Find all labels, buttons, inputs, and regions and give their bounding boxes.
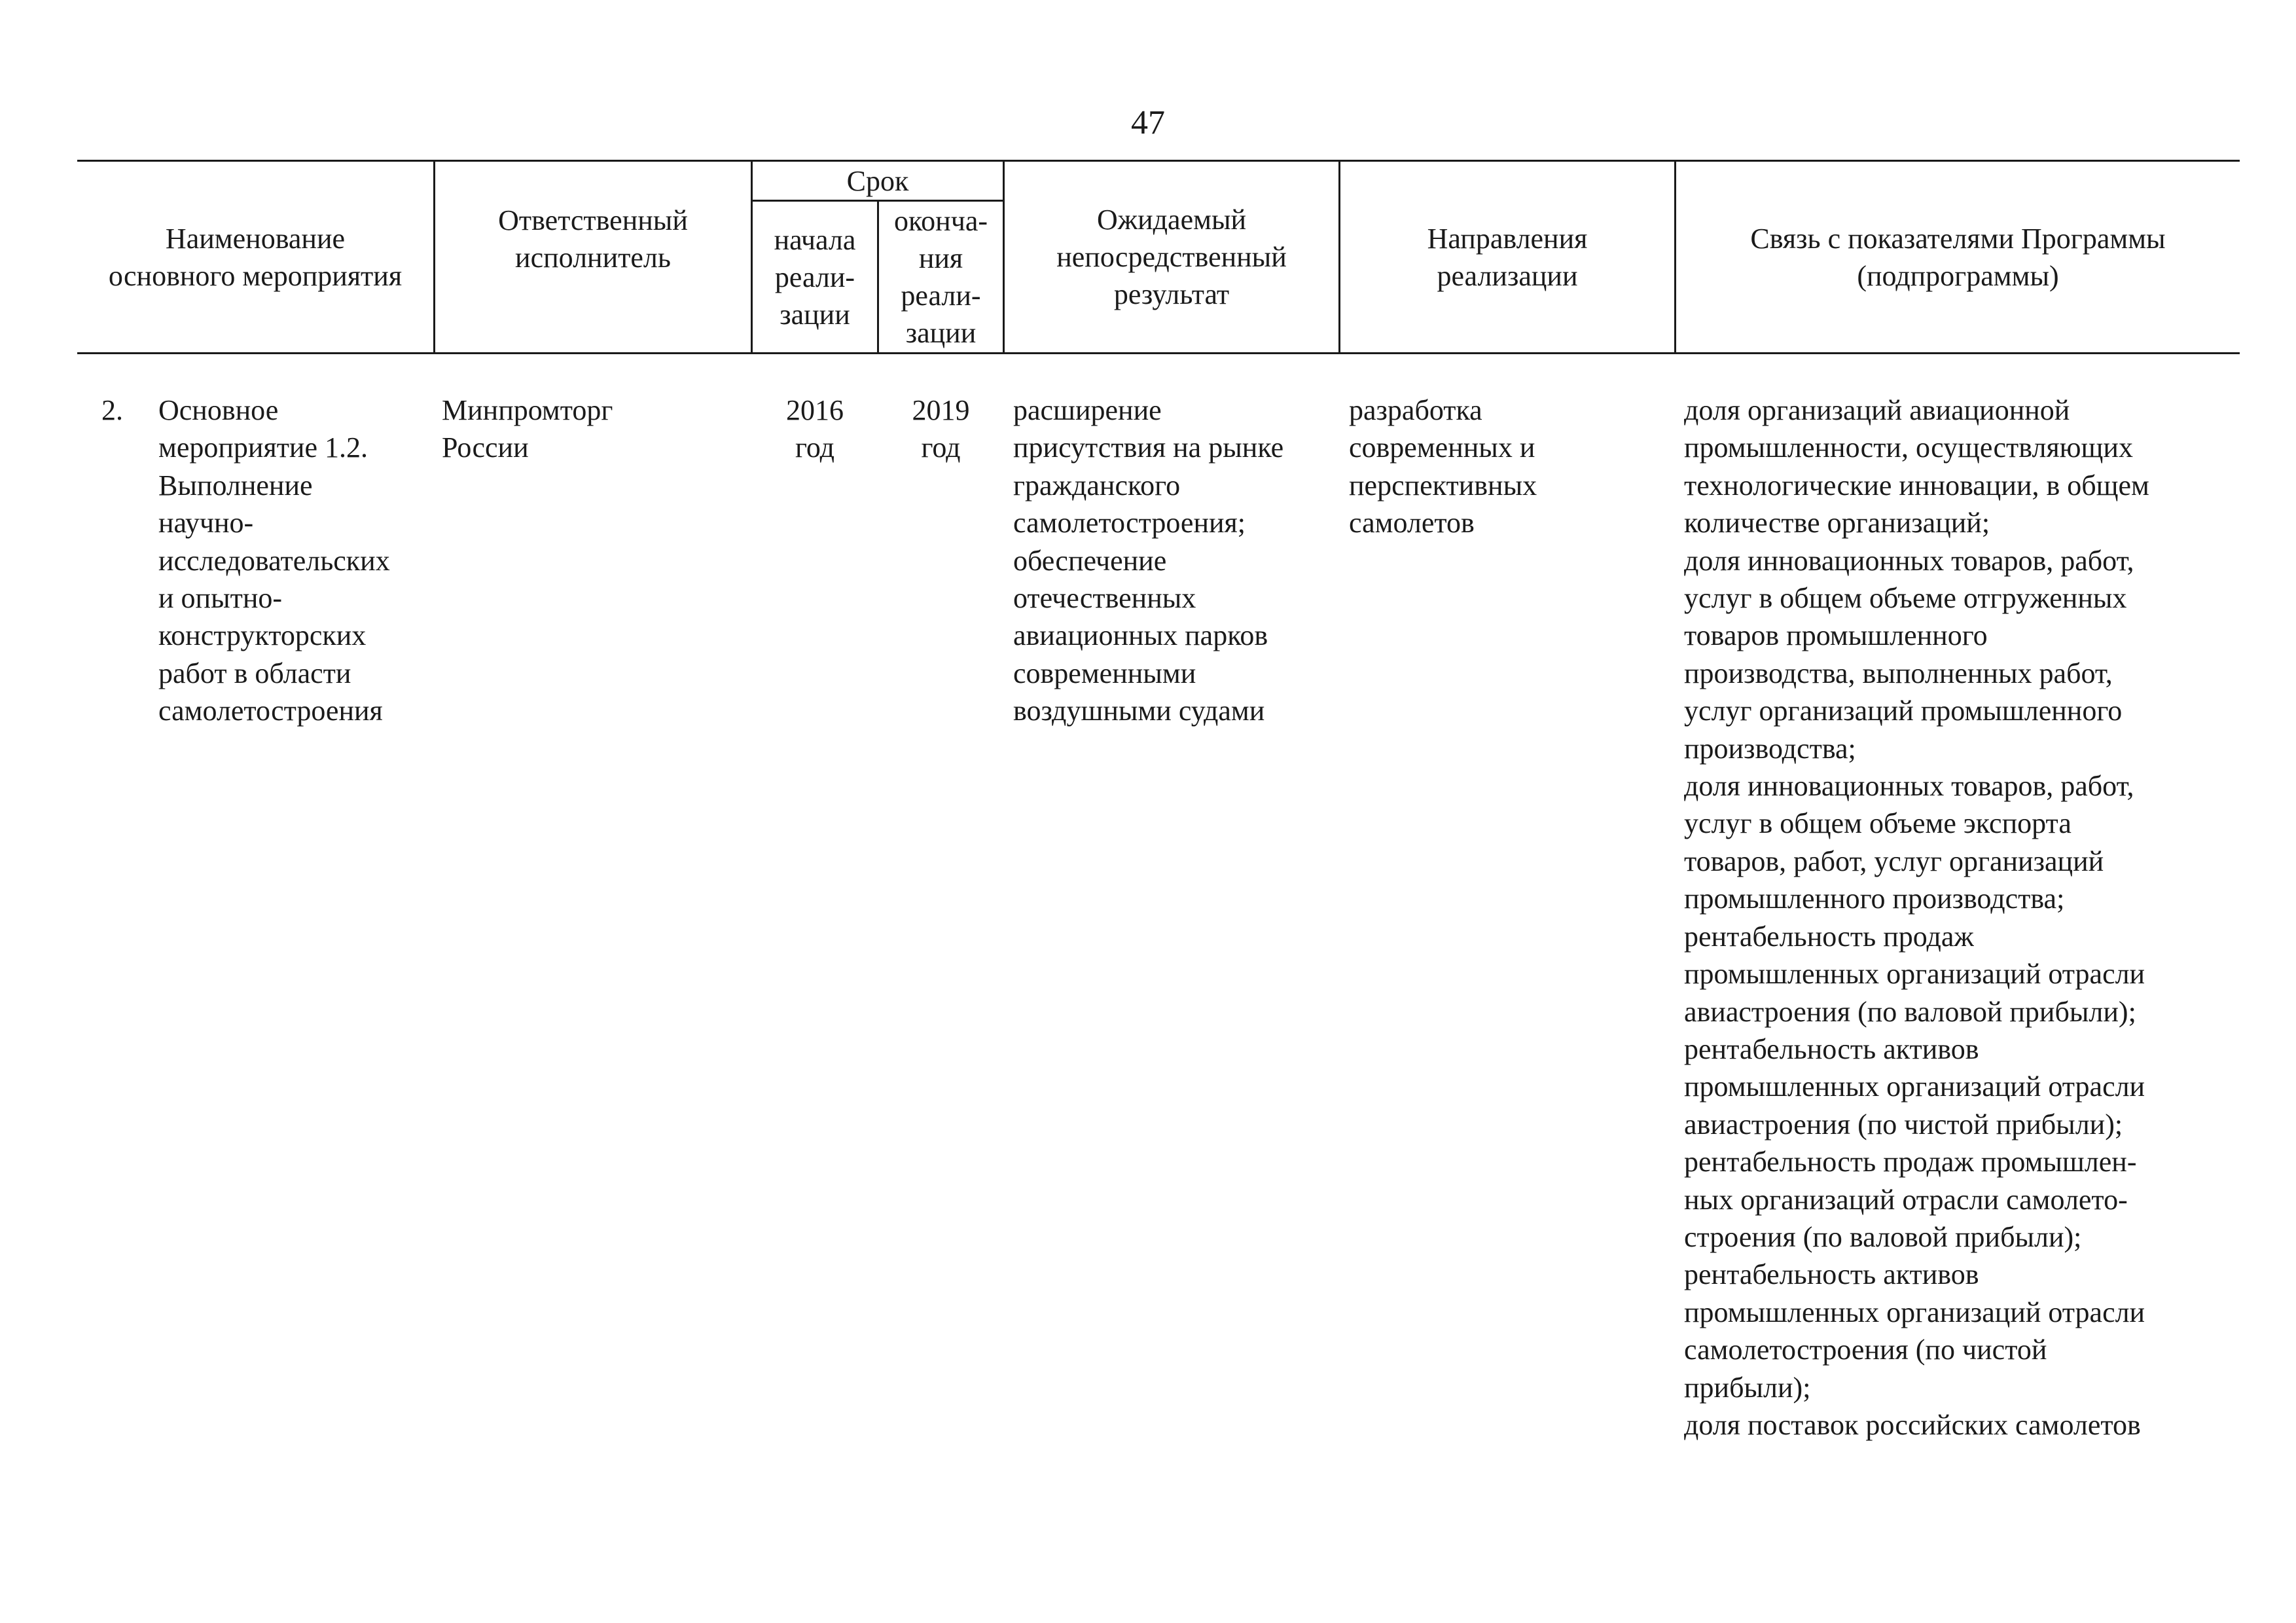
text-line: Ответственный [498,204,688,236]
text-line: авиационных парков [1013,619,1268,652]
text-line: прибыли); [1684,1371,1811,1404]
text-line: Направления [1427,222,1588,255]
text-line: рентабельность активов [1684,1032,1979,1065]
text-line: 2016 [786,394,844,426]
text-line: расширение [1013,394,1162,426]
text-line: услуг в общем объеме экспорта [1684,807,2072,840]
header-srok [753,162,1003,200]
text-line: Связь с показателями Программы [1750,222,2166,255]
text-line: конструкторских [158,619,367,652]
text-line: доля поставок российских самолетов [1684,1408,2141,1441]
text-line: авиастроения (по чистой прибыли); [1684,1108,2123,1140]
row-directions [1349,392,1537,542]
header-name-text [109,220,402,295]
text-line: непосредственный [1056,241,1287,273]
text-line: современными [1013,657,1196,689]
text-line: Основное [158,394,279,426]
row-end [879,392,1003,467]
text-line: воздушными судами [1013,695,1265,727]
text-line: Выполнение [158,469,313,501]
text-line: исследовательских [158,544,390,577]
text-line: России [442,431,529,464]
page-number: 47 [1131,104,1165,141]
text-line: рентабельность продаж [1684,920,1974,953]
text-line: реали- [774,261,855,293]
text-line: промышленных организаций отрасли [1684,958,2145,991]
text-line: товаров промышленного [1684,619,1988,652]
text-line: мероприятие 1.2. [158,431,368,464]
text-line: товаров, работ, услуг организаций [1684,845,2104,877]
row-executor [442,392,613,467]
header-start [753,202,877,352]
text-line: оконча- [894,205,988,237]
text-line: количестве организаций; [1684,507,1990,539]
text-line: зации [905,317,977,349]
text-line: реализации [1437,259,1578,292]
text-line: и опытно- [158,582,283,615]
text-line: зации [780,298,850,331]
header-result [1005,162,1338,352]
text-line: ных организаций отрасли самолето- [1684,1183,2128,1216]
text-line: производства, выполненных работ, [1684,657,2113,689]
header-link-text [1750,220,2165,295]
text-line: самолетов [1349,507,1475,539]
row-link [1684,392,2149,1444]
text-line: авиастроения (по валовой прибыли); [1684,995,2136,1028]
text-line: современных и [1349,431,1535,464]
text-line: рентабельность продаж промышлен- [1684,1146,2137,1178]
text-line: строения (по валовой прибыли); [1684,1220,2082,1253]
text-line: услуг организаций промышленного [1684,695,2123,727]
text-line: начала [774,223,856,256]
row-result [1013,392,1283,730]
text-line: основного мероприятия [108,259,403,292]
text-line: самолетостроения; [1013,507,1246,539]
text-line: промышленного производства; [1684,883,2065,915]
header-link [1676,162,2240,352]
header-end [879,202,1003,352]
text-line: реали- [901,280,981,312]
text-line: перспективных [1349,469,1537,501]
text-line: технологические инновации, в общем [1684,469,2149,501]
text-line: доля организаций авиационной [1684,394,2070,426]
text-line: доля инновационных товаров, работ, [1684,770,2134,803]
header-start-text [774,221,856,333]
text-line: промышленности, осуществляющих [1684,431,2133,464]
header-srok-text: Срок [846,164,909,197]
text-line: самолетостроения [158,695,383,727]
header-name [77,162,433,352]
text-line: результат [1113,278,1230,310]
row-start [753,392,877,467]
text-line: 2019 [912,394,970,426]
text-line: работ в области [158,657,351,689]
text-line: промышленных организаций отрасли [1684,1070,2145,1103]
row-name [158,392,390,730]
header-end-text [894,202,988,352]
header-directions [1340,162,1674,352]
row-number: 2. [101,394,123,426]
text-line: Минпромторг [442,394,613,426]
text-line: год [921,431,961,464]
header-result-text [1056,201,1287,313]
text-line: исполнитель [515,241,671,274]
text-line: научно- [158,507,254,539]
text-line: рентабельность активов [1684,1258,1979,1291]
text-line: самолетостроения (по чистой [1684,1334,2047,1366]
text-line: Ожидаемый [1096,204,1247,236]
text-line: год [795,431,835,464]
text-line: ния [918,242,963,274]
text-line: производства; [1684,732,1856,765]
header-executor [435,162,751,316]
text-line: (подпрограммы) [1857,259,2059,292]
text-line: промышленных организаций отрасли [1684,1296,2145,1328]
header-directions-text [1427,220,1588,295]
header-executor-text [498,202,688,276]
text-line: отечественных [1013,582,1196,615]
text-line: доля инновационных товаров, работ, [1684,544,2134,577]
text-line: услуг в общем объеме отгруженных [1684,582,2127,615]
table-header-bottom-border [77,352,2240,354]
text-line: присутствия на рынке [1013,431,1284,464]
text-line: обеспечение [1013,544,1167,577]
text-line: Наименование [165,222,346,255]
text-line: гражданского [1013,469,1181,501]
text-line: разработка [1349,394,1482,426]
